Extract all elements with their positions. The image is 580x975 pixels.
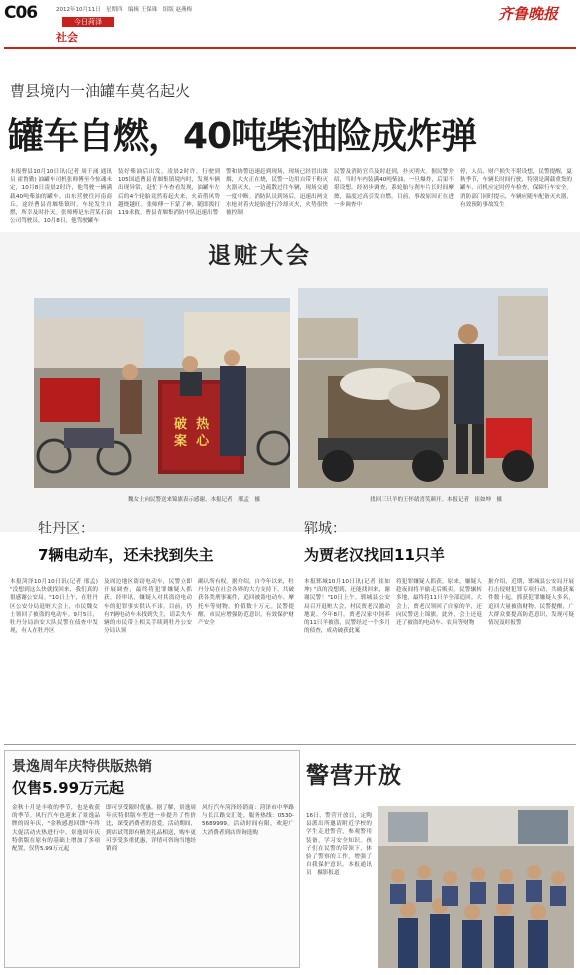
lead-column-1: 本报曹县10月10日讯(记者 周千涌 通讯员 霍鲁勤) 油罐车司机张师傅至今惊魂未定，10月8日凌晨2时许，他驾驶一辆满载40吨柴油的罐车，由东营驶往河南商丘，途经曹县青堌集镇时，车轮发生自燃，所幸及时扑灭。张师傅是东营某石油公司驾驶员，10月8日，他驾驶罐车 <box>10 169 112 225</box>
banner-word-3: 案 <box>174 434 188 449</box>
photo-right <box>298 288 548 488</box>
photo-left-caption: 魏女士向民警送来锦旗表示感谢。本报记者 邢孟 摄 <box>128 497 261 503</box>
story-left-headline: 7辆电动车，还未找到失主 <box>38 546 214 564</box>
feature-title: 退赃大会 <box>208 243 312 269</box>
lead-column-3: 警和协警迅速赶到现场，现场已经冒出浓烟，大火正在烧，民警一边用自带干粉灭火器灭火，一边疏散过往车辆，现场交通一度中断。消防队员到场后，迅速出两支水枪对着火轮胎进行冷却灭火，火势很快被控制 <box>226 169 328 217</box>
ad-column-2: 即可享受限时优惠。据了解，景逸周年庆特供版车型进一步提升了性价比，深受消费者的喜爱。活动期间，到店试驾即有精美礼品相送，购车更可享受多重优惠，详情可咨询当地经销商 <box>106 805 196 853</box>
story-right-column-2: 将犯罪嫌疑人抓获。原来，嫌疑人趁夜间将羊偷走后贩卖。民警辗转多地，最终将11只羊全部追回。大会上，贾老汉领回了自家的羊，还向民警送上锦旗。此外，会上还返还了被盗的电动车、农具等财物 <box>396 579 482 627</box>
story-left-column-2: 及周边地区盗窃电动车，民警立即开展调查，最终将犯罪嫌疑人抓获。经审讯，嫌疑人对其盗窃电动车的犯罪事实供认不讳。目前，仍有7辆电动车未找到失主，请丢失车辆的市民带上相关手续到牡丹公安分局认领 <box>104 579 192 635</box>
banner-word-2: 热 <box>196 417 210 432</box>
page-number: C06 <box>4 3 38 23</box>
police-photo <box>378 806 574 968</box>
story-left-column-1: 本报菏泽10月10日讯(记者 邢孟) "没想到这么快就找回来，我们真的很感谢公安局。"10日上午，在牡丹区公安分局退赃大会上，市民魏女士领回了被盗的电动车。9月5日，牡丹分局治安大队民警在侦查中发现，有人在牡丹区 <box>10 579 98 635</box>
photo-right-caption: 找回三只羊的王怀绪喜笑颜开。本报记者 崔如坤 摄 <box>370 497 503 503</box>
police-body: 16日，警营开放日，定陶县派出所邀请附近学校的学生走进警营，参观警用装备，学习安全知识。孩子们在民警的带领下，体验了警察的工作，增强了自我保护意识。本报通讯员 摄影报道 <box>306 813 372 877</box>
ad-headline-1: 景逸周年庆特供版热销 <box>12 759 152 775</box>
ad-headline-2: 仅售5.99万元起 <box>12 779 125 797</box>
police-title: 警营开放 <box>306 763 402 789</box>
story-right-column-1: 本报郓城10月10日讯(记者 崔如坤) "真的没想到，还能找回来，谢谢民警！"10日上午，郓城县公安局召开退赃大会，村民贾老汉激动地说。今年8月，贾老汉家中饲养的11只羊被盗，民警经过一个多月的侦查，成功破获此案 <box>304 579 390 635</box>
lead-column-4: 民警及消防官兵及时赶到，扑灭明火。据民警介绍，当时车内装满40吨柴油，一旦爆炸，后果不堪设想。经初步调查，系轮胎与刹车片长时间摩擦，温度过高引发自燃。目前，事故原因正在进一步调查中 <box>334 169 454 208</box>
ad-column-1: 金秋十月是丰收的季节，也是收获的季节。风行汽车也迎来了景逸品牌的周年庆，"金秋感恩回馈"年终大促活动火热进行中。景逸周年庆特供版在原有的基础上增加了多项配置，仅售5.99万元起 <box>12 805 100 853</box>
story-left-location: 牡丹区： <box>38 521 94 537</box>
story-right-headline: 为贾老汉找回11只羊 <box>304 546 445 564</box>
banner-word-1: 破 <box>174 417 188 432</box>
section-name: 社会 <box>56 31 78 44</box>
story-right-location: 郓城： <box>304 521 346 537</box>
story-left-column-3: 确认所有权。据介绍，自今年以来，牡丹分局在社会各界的大力支持下，共破获各类刑事案件，追回被盗电动车、摩托车等财物，价值数十万元。民警提醒，市民应增强防范意识，有效保护财产安全 <box>198 579 294 627</box>
header-divider <box>4 47 576 49</box>
date-line: 2012年10月11日 星期四 编辑 王保珠 组版 赵燕梅 <box>56 7 192 13</box>
section-tab[interactable]: 今日菏泽 <box>62 17 114 27</box>
newspaper-logo: 齐鲁晚报 <box>498 5 559 23</box>
lead-headline: 罐车自燃，40吨柴油险成炸弹 <box>8 116 477 157</box>
ad-column-3: 风行汽车菏泽经销商：菏泽市中华路与长江路交汇处。服务热线：0530-5689999。活动时间有限，欢迎广大消费者到店咨询选购 <box>202 805 294 836</box>
lead-subheadline: 曹县境内一油罐车莫名起火 <box>10 82 191 100</box>
banner-word-4: 心 <box>196 434 210 449</box>
photo-left <box>34 298 290 488</box>
section-divider <box>4 744 576 745</box>
story-right-column-3: 据介绍，近期，郓城县公安局开展打击侵财犯罪专项行动，共破获案件数十起，抓获犯罪嫌疑人多名，追回大量被盗财物。民警提醒，广大群众要提高防范意识，发现可疑情况及时报警 <box>488 579 574 627</box>
lead-column-2: 装好柴油后出发，凌晨2时许，行驶到105国道曹县青堌集镇境内时，发现车辆出现异常，赶忙下车查看发现，油罐车左后的4个轮胎竟然着起火来，火苗借风势越烧越旺。张师傅一下蒙了神，随即拨打119求救。曹县青堌集消防中队迅速出警 <box>118 169 220 217</box>
lead-column-5: 停，人员、财产损失不堪设想，民警提醒，夏秋季节，车辆长时间行驶，特别是满载重货的罐车，司机应定时停车检查，保障行车安全。消防部门同时提示，车辆应随车配备灭火器，有效预防事故发生 <box>460 169 572 208</box>
